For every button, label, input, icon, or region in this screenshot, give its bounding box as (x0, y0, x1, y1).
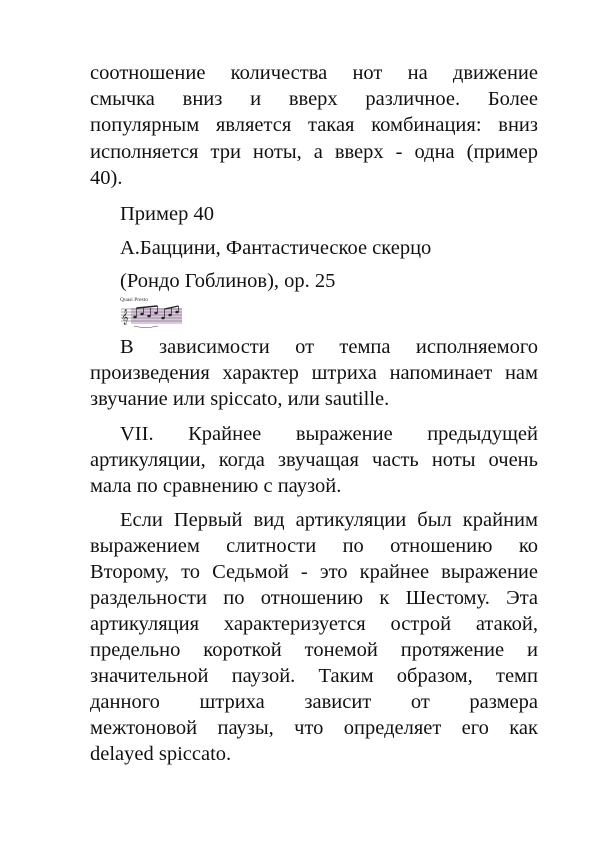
paragraph-line: значительной паузой. Таким образом, темп (90, 665, 538, 687)
paragraph-line: мала по сравнению с паузой. (90, 475, 342, 497)
paragraph-line: выражением слитности по отношению ко (90, 535, 538, 557)
paragraph-line: популярным является такая комбинация: вниз (90, 114, 538, 136)
paragraph-line: артикуляции, когда звучащая часть ноты очень (90, 449, 538, 471)
paragraph-line: предельно короткой тонемой протяжение и (90, 639, 538, 661)
example-composer-work: А.Баццини, Фантастическое скерцо (120, 237, 432, 259)
paragraph-line: межтоновой паузы, что определяет его как (90, 717, 538, 739)
paragraph-line: звучание или spiccato, или sautille. (90, 388, 390, 410)
paragraph-line: Если Первый вид артикуляции был крайним (120, 509, 538, 531)
tempo-marking: Quasi Presto (120, 297, 148, 303)
paragraph-line: VII. Крайнее выражение предыдущей (120, 423, 538, 445)
paragraph-line: исполняется три ноты, а вверх - одна (пример (90, 141, 538, 163)
paragraph-line: 40). (90, 167, 123, 189)
paragraph-line: данного штриха зависит от размера (90, 691, 538, 713)
music-notation-image (120, 297, 184, 330)
paragraph-line: В зависимости от темпа исполняемого (120, 336, 538, 358)
paragraph-line: смычка вниз и вверх различное. Более (90, 88, 538, 110)
example-label: Пример 40 (120, 203, 214, 225)
paragraph-line: произведения характер штриха напоминает нам (90, 362, 538, 384)
paragraph-line: соотношение количества нот на движение (90, 62, 538, 84)
music-staff-icon (120, 300, 184, 330)
paragraph-line: delayed spiccato. (90, 743, 232, 765)
paragraph-line: раздельности по отношению к Шестому. Эта (90, 587, 538, 609)
svg-text:𝄞: 𝄞 (121, 310, 129, 325)
example-subtitle: (Рондо Гоблинов), ор. 25 (120, 270, 336, 292)
paragraph-line: артикуляция характеризуется острой атакой, (90, 613, 538, 635)
paragraph-line: Второму, то Седьмой - это крайнее выражение (90, 561, 538, 583)
